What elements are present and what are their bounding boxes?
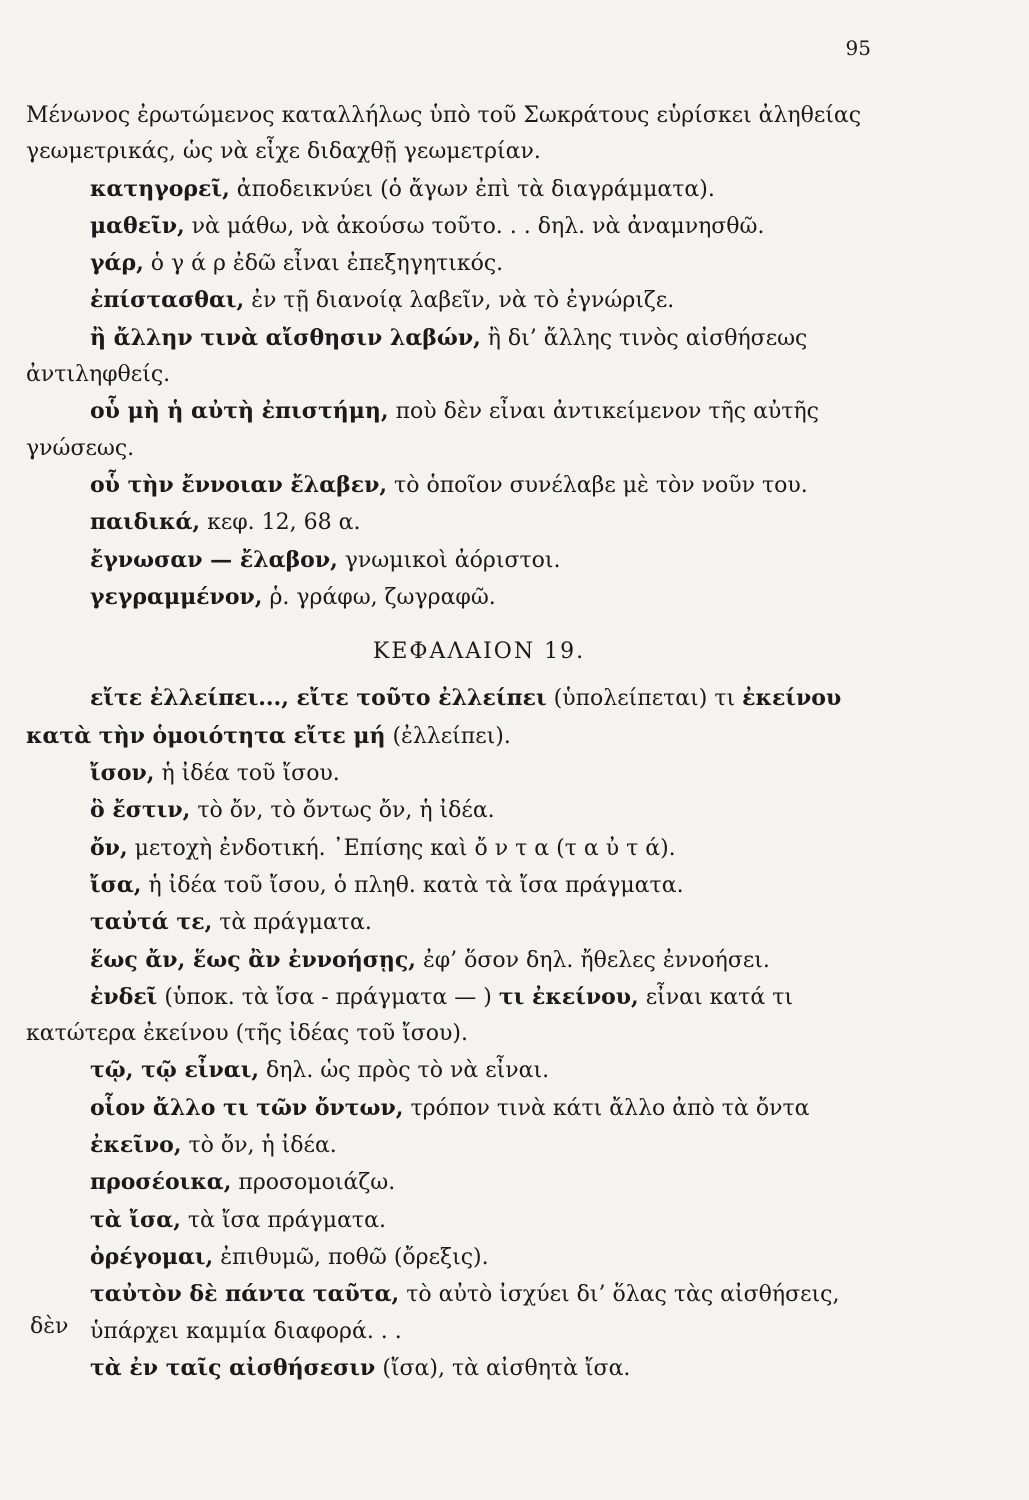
gloss: ἐπιθυμῶ, ποθῶ (ὄρεξις). — [220, 1244, 489, 1270]
gloss: κεφ. 12, 68 α. — [207, 510, 361, 536]
term: ὄν, — [90, 834, 128, 861]
gloss: δηλ. ὡς πρὸς τὸ νὰ εἶναι. — [266, 1058, 550, 1084]
glossary-entry — [26, 282, 886, 319]
term: προσέοικα, — [90, 1169, 232, 1196]
term: τὰ ἐν ταῖς αἰσθήσεσιν — [90, 1354, 376, 1381]
glossary-entry — [26, 904, 886, 941]
glossary-entry — [26, 1052, 886, 1089]
gloss: εἶναι κατά τι — [645, 984, 793, 1010]
term: τι ἐκείνου, — [498, 983, 639, 1010]
term: κατὰ τὴν ὁμοιότητα εἴτε μή — [26, 722, 386, 749]
term: οὗ μὴ ἡ αὐτὴ ἐπιστήμη, — [90, 398, 389, 425]
term: ἕως ἄν, ἕως ἂν ἐννοήσῃς, — [90, 946, 416, 973]
gloss: τὰ ἴσα πράγματα. — [187, 1207, 386, 1233]
gloss: τὸ αὐτὸ ἰσχύει δι’ ὅλας τὰς αἰσθήσεις, — [406, 1282, 840, 1308]
gloss: γνωμικοὶ ἀόριστοι. — [344, 547, 561, 573]
gloss: προσομοιάζω. — [238, 1170, 396, 1196]
term: ἢ ἄλλην τινὰ αἴσθησιν λαβών, — [90, 324, 481, 351]
term: ἐνδεῖ — [90, 983, 158, 1010]
gloss: ῥ. γράφω, ζωγραφῶ. — [269, 584, 496, 610]
glossary-entry — [26, 792, 886, 829]
glossary-entry — [26, 579, 886, 616]
glossary-entry — [26, 867, 886, 904]
term: ἐκεῖνο, — [90, 1132, 182, 1159]
glossary-continuation: ὑπάρχει καμμία διαφορά. . . — [90, 1318, 402, 1344]
term: ἐπίστασθαι, — [90, 287, 245, 314]
glossary-entry — [26, 504, 886, 541]
gloss: τὰ πράγματα. — [219, 910, 372, 936]
glossary-continuation: γνώσεως. — [26, 435, 135, 461]
term: μαθεῖν, — [90, 212, 185, 239]
gloss: ποὺ δὲν εἶναι ἀντικείμενον τῆς αὐτῆς — [395, 399, 819, 425]
term: ταὐτὸν δὲ πάντα ταῦτα, — [90, 1281, 400, 1308]
term: ὃ ἔστιν, — [90, 797, 191, 824]
intro-line: γεωμετρικάς, ὡς νὰ εἶχε διδαχθῇ γεωμετρίαν. — [26, 139, 541, 165]
gloss: ἀποδεικνύει (ὁ ἄγων ἐπὶ τὰ διαγράμματα). — [236, 176, 715, 202]
gloss: τὸ ὄν, τὸ ὄντως ὄν, ἡ ἰδέα. — [197, 798, 495, 824]
gloss: (ὑποκ. τὰ ἴσα - πράγματα — ) — [164, 984, 492, 1010]
glossary-entry — [26, 171, 886, 208]
gloss: ἢ δι’ ἄλλης τινὸς αἰσθήσεως — [487, 325, 808, 351]
term: κατηγορεῖ, — [90, 175, 230, 202]
gloss: (ἐλλείπει). — [392, 723, 511, 749]
glossary-entry — [26, 1202, 886, 1239]
term: ἐκείνου — [742, 685, 842, 712]
gloss: ἡ ἰδέα τοῦ ἴσου. — [161, 761, 340, 787]
glossary-entry — [26, 1090, 886, 1127]
glossary-entry — [26, 542, 886, 579]
glossary-entry — [26, 979, 886, 1016]
glossary-entry — [26, 1127, 886, 1164]
gloss: ἐν τῇ διανοίᾳ λαβεῖν, νὰ τὸ ἐγνώριζε. — [251, 288, 675, 314]
glossary-entry — [26, 320, 886, 357]
glossary-entry — [26, 830, 886, 867]
glossary-entry — [26, 1350, 886, 1387]
term: γεγραμμένον, — [90, 583, 263, 610]
term: τῷ, τῷ εἶναι, — [90, 1057, 259, 1084]
term: ἔγνωσαν — ἔλαβον, — [90, 546, 338, 573]
glossary-continuation: ἀντιληφθείς. — [26, 362, 171, 388]
term: εἴτε ἐλλείπει..., εἴτε τοῦτο ἐλλείπει — [90, 685, 547, 712]
term: παιδικά, — [90, 509, 201, 536]
term: ταὐτά τε, — [90, 909, 213, 936]
glossary-entry — [26, 245, 886, 282]
glossary-entry — [26, 1164, 886, 1201]
page-number: 95 — [845, 36, 871, 60]
term: ἴσα, — [90, 871, 142, 898]
gloss: τὸ ὄν, ἡ ἰδέα. — [188, 1133, 337, 1159]
gloss: (ὑπολείπεται) τι — [553, 686, 736, 712]
chapter-heading: ΚΕΦΑΛΑΙΟΝ 19. — [372, 639, 586, 665]
glossary-continuation — [26, 718, 886, 755]
gloss: τρόπον τινὰ κάτι ἄλλο ἀπὸ τὰ ὄντα — [410, 1095, 810, 1121]
gloss: ἐφ’ ὅσον δηλ. ἤθελες ἐννοήσει. — [422, 947, 770, 973]
glossary-entry — [26, 942, 886, 979]
gloss: μετοχὴ ἐνδοτική. ᾿Επίσης καὶ ὄ ν τ α (τ α ὐ τ ά). — [134, 835, 676, 861]
term: οἷον ἄλλο τι τῶν ὄντων, — [90, 1094, 404, 1121]
intro-line: Μένωνος ἐρωτώμενος καταλλήλως ὑπὸ τοῦ Σωκράτους εὑρίσκει ἀληθείας — [26, 103, 862, 128]
gloss: (ἴσα), τὰ αἰσθητὰ ἴσα. — [382, 1355, 631, 1381]
glossary-entry — [26, 467, 886, 504]
margin-note: δὲν — [30, 1314, 69, 1339]
term: ὀρέγομαι, — [90, 1243, 214, 1270]
gloss: ὁ γ ά ρ ἐδῶ εἶναι ἐπεξηγητικός. — [150, 251, 504, 277]
term: ἴσον, — [90, 760, 155, 787]
page-body — [26, 98, 886, 1387]
glossary-continuation: κατώτερα ἐκείνου (τῆς ἰδέας τοῦ ἴσου). — [26, 1021, 468, 1047]
glossary-entry — [26, 680, 886, 717]
glossary-entry — [26, 1276, 886, 1313]
glossary-entry — [26, 755, 886, 792]
glossary-entry — [26, 1239, 886, 1276]
term: τὰ ἴσα, — [90, 1206, 181, 1233]
glossary-entry — [26, 208, 886, 245]
glossary-entry — [26, 393, 886, 430]
gloss: τὸ ὁποῖον συνέλαβε μὲ τὸν νοῦν του. — [394, 472, 808, 498]
gloss: ἡ ἰδέα τοῦ ἴσου, ὁ πληθ. κατὰ τὰ ἴσα πράγματα. — [148, 872, 684, 898]
gloss: νὰ μάθω, νὰ ἀκούσω τοῦτο. . . δηλ. νὰ ἀναμνησθῶ. — [191, 213, 765, 239]
term: γάρ, — [90, 250, 144, 277]
term: οὗ τὴν ἔννοιαν ἔλαβεν, — [90, 471, 388, 498]
